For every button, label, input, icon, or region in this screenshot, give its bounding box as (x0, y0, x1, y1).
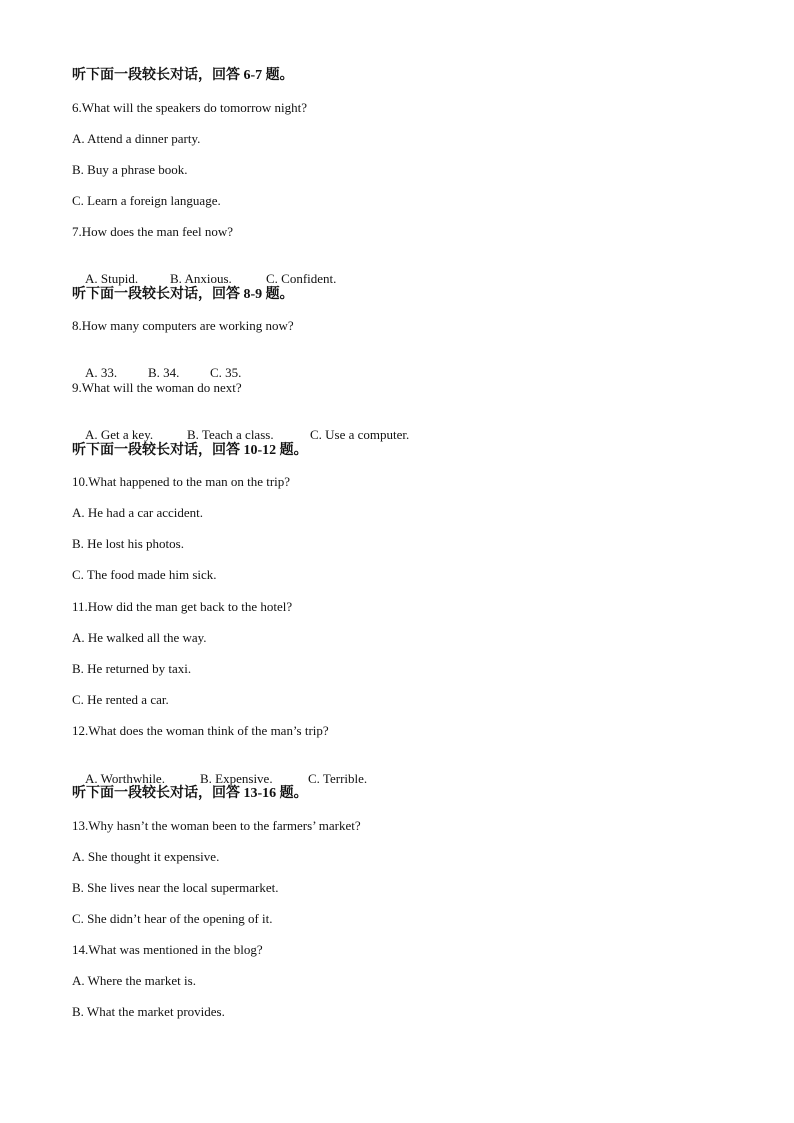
section-heading: 听下面一段较长对话，回答 10-12 题。 (72, 443, 308, 458)
question-13-text: 13.Why hasn’t the woman been to the farmers’ market? (72, 818, 361, 833)
question-8-text: 8.How many computers are working now? (72, 318, 294, 333)
question-13-option-c: C. She didn’t hear of the opening of it. (72, 911, 273, 926)
question-14-option-a: A. Where the market is. (72, 973, 196, 988)
question-8-option-a: A. 33. (85, 365, 118, 380)
question-12-text: 12.What does the woman think of the man’s trip? (72, 723, 329, 738)
question-9-option-a: A. Get a key. (85, 427, 154, 442)
question-8-option-b: B. 34. (148, 365, 180, 380)
question-13-option-a: A. She thought it expensive. (72, 849, 220, 864)
question-9-option-c: C. Use a computer. (310, 427, 410, 442)
question-7-option-a: A. Stupid. (85, 271, 139, 286)
question-9-option-b: B. Teach a class. (187, 427, 274, 442)
question-10-option-a: A. He had a car accident. (72, 505, 204, 520)
question-6-text: 6.What will the speakers do tomorrow night? (72, 100, 308, 115)
question-11-option-b: B. He returned by taxi. (72, 661, 192, 676)
question-8-option-c: C. 35. (210, 365, 242, 380)
question-9-text: 9.What will the woman do next? (72, 380, 242, 395)
question-11-option-a: A. He walked all the way. (72, 630, 207, 645)
question-11-text: 11.How did the man get back to the hotel? (72, 599, 293, 614)
question-10-option-b: B. He lost his photos. (72, 536, 184, 551)
question-11-option-c: C. He rented a car. (72, 692, 169, 707)
question-7-option-c: C. Confident. (266, 271, 337, 286)
question-10-text: 10.What happened to the man on the trip? (72, 474, 291, 489)
question-13-option-b: B. She lives near the local supermarket. (72, 880, 279, 895)
question-7-option-b: B. Anxious. (170, 271, 232, 286)
section-heading: 听下面一段较长对话，回答 13-16 题。 (72, 786, 308, 801)
section-heading: 听下面一段较长对话，回答 8-9 题。 (72, 287, 294, 302)
question-6-option-a: A. Attend a dinner party. (72, 131, 201, 146)
question-10-option-c: C. The food made him sick. (72, 567, 217, 582)
question-14-option-b: B. What the market provides. (72, 1004, 225, 1019)
section-heading: 听下面一段较长对话，回答 6-7 题。 (72, 68, 294, 83)
question-7-text: 7.How does the man feel now? (72, 224, 234, 239)
question-12-option-b: B. Expensive. (200, 771, 273, 786)
question-14-text: 14.What was mentioned in the blog? (72, 942, 263, 957)
question-12-option-a: A. Worthwhile. (85, 771, 165, 786)
question-12-option-c: C. Terrible. (308, 771, 368, 786)
question-6-option-c: C. Learn a foreign language. (72, 193, 221, 208)
question-6-option-b: B. Buy a phrase book. (72, 162, 188, 177)
